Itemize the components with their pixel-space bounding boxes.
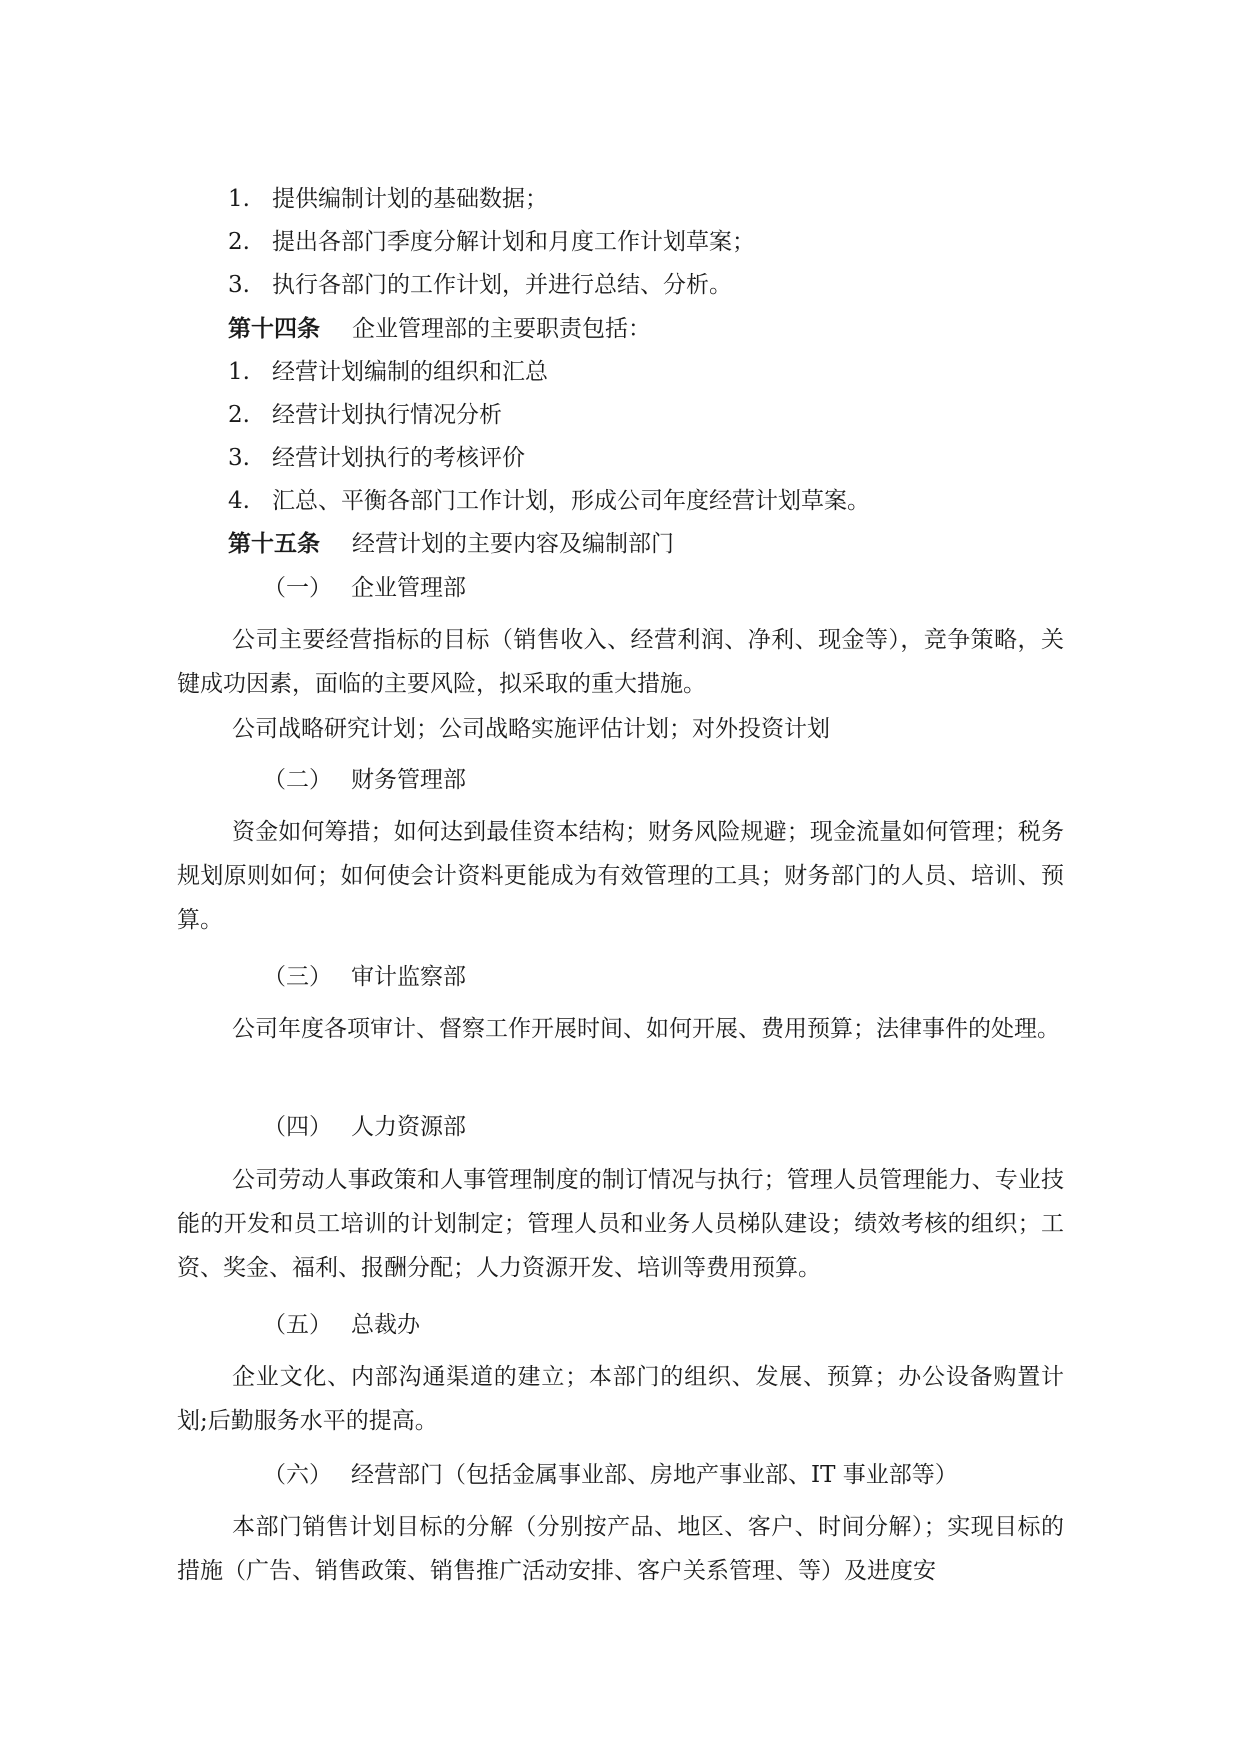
article-15-heading: [228, 529, 674, 559]
list-text: 汇总、平衡各部门工作计划，形成公司年度经营计划草案。: [272, 488, 870, 514]
section-mark: （二）: [263, 767, 332, 793]
list-text: 提出各部门季度分解计划和月度工作计划草案；: [272, 229, 755, 255]
section-heading: [263, 1112, 466, 1142]
section-title: 审计监察部: [351, 964, 466, 990]
section-title: 经营部门（包括金属事业部、房地产事业部、IT 事业部等）: [351, 1462, 958, 1488]
section-heading: [263, 765, 466, 795]
body-paragraph: 企业文化、内部沟通渠道的建立；本部门的组织、发展、预算；办公设备购置计划;后勤服务水平的提高。: [177, 1364, 1064, 1434]
section-heading: [263, 962, 466, 992]
list-number: 1.: [228, 359, 250, 385]
list-number: 2.: [228, 402, 250, 428]
list-item: [228, 486, 870, 516]
list-text: 经营计划执行情况分析: [272, 402, 502, 428]
list-item: [228, 227, 755, 257]
list-item: [228, 400, 502, 430]
article-label: 第十五条: [228, 530, 320, 557]
section-mark: （一）: [263, 575, 332, 601]
section-title: 财务管理部: [351, 767, 466, 793]
list-item: [228, 443, 525, 473]
body-paragraph: 公司劳动人事政策和人事管理制度的制订情况与执行；管理人员管理能力、专业技能的开发和员工培训的计划制定；管理人员和业务人员梯队建设；绩效考核的组织；工资、奖金、福利、报酬分配；人力资源开发、培训等费用预算。: [177, 1167, 1064, 1281]
body-paragraph: 公司年度各项审计、督察工作开展时间、如何开展、费用预算；法律事件的处理。: [232, 1016, 1060, 1042]
body-paragraph: 公司主要经营指标的目标（销售收入、经营利润、净利、现金等），竞争策略，关键成功因素，面临的主要风险，拟采取的重大措施。: [177, 627, 1064, 697]
section-mark: （四）: [263, 1114, 332, 1140]
body-paragraph: 本部门销售计划目标的分解（分别按产品、地区、客户、时间分解）；实现目标的措施（广告、销售政策、销售推广活动安排、客户关系管理、等）及进度安: [177, 1514, 1064, 1584]
section-heading: [263, 1310, 420, 1340]
list-number: 2.: [228, 229, 250, 255]
body-paragraph: 公司战略研究计划；公司战略实施评估计划；对外投资计划: [232, 716, 830, 742]
list-number: 3.: [228, 445, 250, 471]
article-label: 第十四条: [228, 315, 320, 342]
section-mark: （六）: [263, 1462, 332, 1488]
list-item: [228, 357, 548, 387]
list-number: 1.: [228, 186, 250, 212]
list-number: 3.: [228, 272, 250, 298]
article-text: 企业管理部的主要职责包括：: [352, 316, 651, 342]
section-heading: [263, 573, 466, 603]
article-14-heading: [228, 314, 651, 344]
list-text: 经营计划执行的考核评价: [272, 445, 525, 471]
section-title: 企业管理部: [351, 575, 466, 601]
list-text: 经营计划编制的组织和汇总: [272, 359, 548, 385]
list-text: 提供编制计划的基础数据；: [272, 186, 548, 212]
section-heading: [263, 1460, 958, 1490]
section-title: 人力资源部: [351, 1114, 466, 1140]
section-mark: （三）: [263, 964, 332, 990]
list-number: 4.: [228, 488, 250, 514]
list-item: [228, 270, 732, 300]
list-item: [228, 184, 548, 214]
list-text: 执行各部门的工作计划，并进行总结、分析。: [272, 272, 732, 298]
body-paragraph: 资金如何筹措；如何达到最佳资本结构；财务风险规避；现金流量如何管理；税务规划原则如何；如何使会计资料更能成为有效管理的工具；财务部门的人员、培训、预算。: [177, 819, 1064, 933]
article-text: 经营计划的主要内容及编制部门: [352, 531, 674, 557]
section-mark: （五）: [263, 1312, 332, 1338]
section-title: 总裁办: [351, 1312, 420, 1338]
